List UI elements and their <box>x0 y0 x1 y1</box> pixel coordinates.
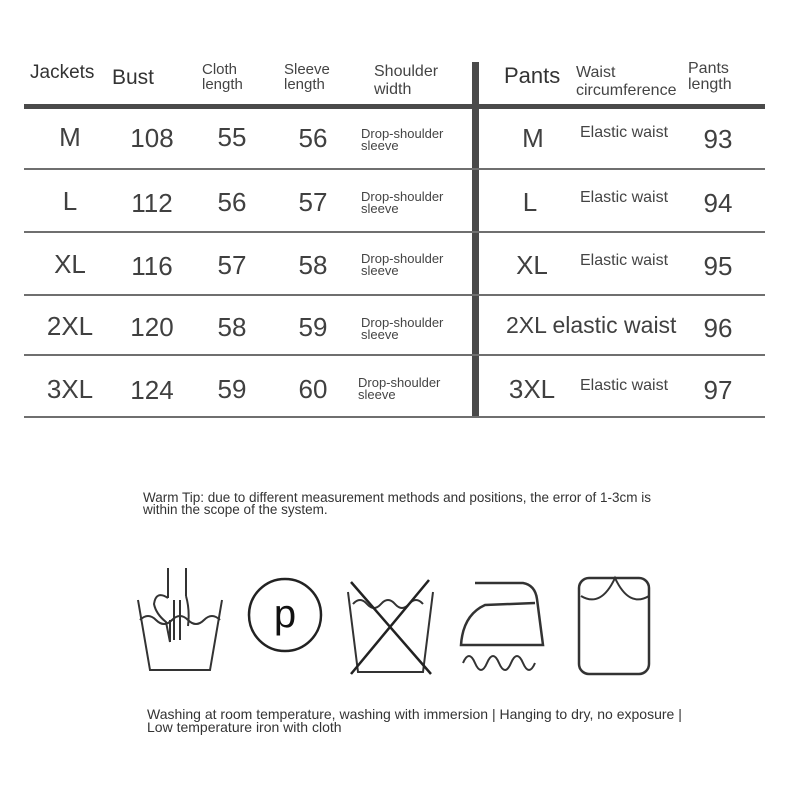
header-cloth-length: Cloth length <box>202 61 243 93</box>
row-divider <box>24 231 765 233</box>
bust-cell: 116 <box>131 251 173 281</box>
sleeve-length-cell: 60 <box>298 374 328 404</box>
low-temperature-iron-icon <box>455 575 550 675</box>
row-divider <box>24 354 765 356</box>
pants-size-waist-cell: 2XL elastic waist <box>506 312 677 338</box>
size-cell: M <box>59 122 81 152</box>
size-cell: L <box>62 186 78 216</box>
header-bust: Bust <box>112 66 155 89</box>
cloth-length-cell: 56 <box>217 187 247 217</box>
header-shoulder-width: Shoulder width <box>374 63 439 98</box>
waist-cell: Elastic waist <box>580 377 669 394</box>
pants-size-cell: 3XL <box>508 374 556 404</box>
shoulder-cell: Drop-shoulder sleeve <box>358 375 441 402</box>
pants-size-cell: XL <box>516 250 548 280</box>
size-cell: 2XL <box>46 311 94 341</box>
sleeve-length-cell: 57 <box>298 187 328 217</box>
waist-cell: Elastic waist <box>580 189 669 206</box>
cloth-length-cell: 55 <box>217 122 247 152</box>
shoulder-cell: Drop-shoulder sleeve <box>361 315 444 342</box>
row-divider <box>24 294 765 296</box>
sleeve-length-cell: 58 <box>298 250 328 280</box>
professional-clean-p-icon <box>245 575 325 655</box>
shoulder-cell: Drop-shoulder sleeve <box>361 251 444 278</box>
cloth-length-cell: 57 <box>217 250 247 280</box>
header-pants-length: Pants length <box>688 60 732 93</box>
shoulder-cell: Drop-shoulder sleeve <box>361 126 444 153</box>
hand-wash-icon <box>130 560 230 675</box>
sleeve-length-cell: 56 <box>298 123 328 153</box>
row-divider <box>24 168 765 170</box>
waist-cell: Elastic waist <box>580 252 669 269</box>
pants-size-cell: L <box>522 187 538 217</box>
header-divider <box>24 104 765 109</box>
pants-length-cell: 96 <box>703 313 733 343</box>
cloth-length-cell: 59 <box>217 374 247 404</box>
cloth-length-cell: 58 <box>217 312 247 342</box>
table-divider <box>472 62 479 417</box>
header-waist-circumference: Waist circumference <box>576 64 677 99</box>
pants-length-cell: 95 <box>703 251 733 281</box>
row-divider <box>24 416 765 418</box>
pants-size-cell: M <box>522 123 544 153</box>
bust-cell: 108 <box>130 123 174 153</box>
svg-text:p: p <box>273 592 297 636</box>
size-cell: XL <box>54 249 86 279</box>
tumble-dry-icon <box>575 574 655 679</box>
bust-cell: 120 <box>130 312 174 342</box>
header-sleeve-length: Sleeve length <box>284 61 330 93</box>
pants-length-cell: 94 <box>703 188 733 218</box>
size-cell: 3XL <box>46 374 94 404</box>
header-pants: Pants <box>504 63 561 88</box>
warm-tip: Warm Tip: due to different measurement methods and positions, the error of 1-3cm is within the scope of the system. <box>143 490 651 517</box>
care-instructions: Washing at room temperature, washing with immersion | Hanging to dry, no exposure | Low temperature iron with cloth <box>147 706 682 735</box>
header-jackets: Jackets <box>30 62 95 83</box>
pants-length-cell: 93 <box>703 124 733 154</box>
pants-length-cell: 97 <box>703 375 733 405</box>
waist-cell: Elastic waist <box>580 124 669 141</box>
sleeve-length-cell: 59 <box>298 312 328 342</box>
bust-cell: 112 <box>131 188 173 218</box>
bust-cell: 124 <box>130 375 174 405</box>
shoulder-cell: Drop-shoulder sleeve <box>361 189 444 216</box>
do-not-wash-icon <box>343 572 438 677</box>
